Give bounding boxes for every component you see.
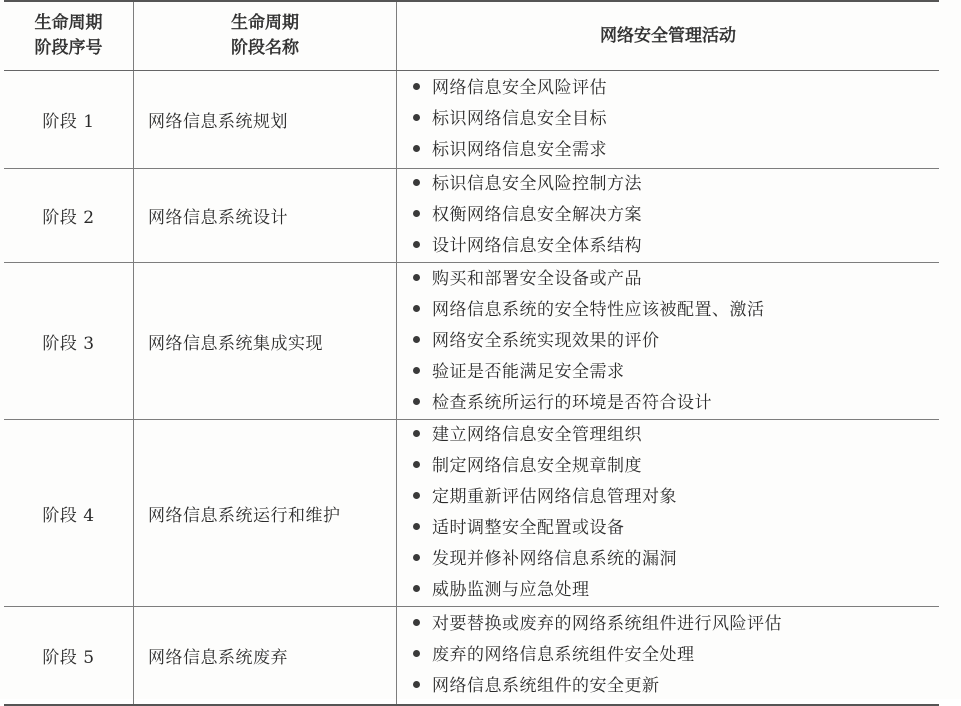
bullet-icon bbox=[413, 619, 420, 626]
stage-number-cell: 阶段 2 bbox=[4, 169, 134, 263]
bullet-icon bbox=[413, 585, 420, 592]
activity-list bbox=[413, 73, 939, 166]
activity-text: 定期重新评估网络信息管理对象 bbox=[432, 487, 677, 507]
activity-text: 网络安全系统实现效果的评价 bbox=[432, 330, 660, 351]
list-item bbox=[413, 513, 939, 544]
stage-name-cell: 网络信息系统废弃 bbox=[134, 607, 397, 706]
activity-text: 标识网络信息安全需求 bbox=[432, 140, 607, 160]
activity-text: 网络信息系统的安全特性应该被配置、激活 bbox=[432, 299, 765, 320]
stage-name-cell: 网络信息系统运行和维护 bbox=[134, 420, 397, 607]
activities-cell bbox=[397, 71, 940, 169]
bullet-icon bbox=[413, 554, 420, 561]
header-line: 生命周期 bbox=[34, 13, 103, 33]
table-header-row bbox=[4, 1, 939, 71]
bullet-icon bbox=[413, 241, 420, 248]
list-item bbox=[413, 264, 939, 295]
activity-text: 适时调整安全配置或设备 bbox=[432, 518, 625, 538]
activity-list bbox=[413, 264, 939, 419]
header-line: 阶段序号 bbox=[34, 38, 103, 58]
list-item bbox=[413, 544, 939, 575]
activity-text: 设计网络信息安全体系结构 bbox=[432, 236, 642, 256]
activity-list bbox=[413, 169, 939, 262]
list-item bbox=[413, 169, 939, 200]
list-item bbox=[413, 135, 939, 166]
list-item bbox=[413, 451, 939, 482]
activity-list bbox=[413, 420, 939, 606]
bullet-icon bbox=[413, 650, 420, 657]
header-activities: 网络安全管理活动 bbox=[397, 1, 940, 71]
activity-list bbox=[413, 609, 939, 702]
activity-text: 制定网络信息安全规章制度 bbox=[432, 456, 642, 476]
header-line: 生命周期 bbox=[231, 13, 299, 33]
bullet-icon bbox=[413, 398, 420, 405]
list-item bbox=[413, 482, 939, 513]
header-stage-name bbox=[134, 1, 397, 71]
list-item bbox=[413, 420, 939, 451]
bullet-icon bbox=[413, 274, 420, 281]
activity-text: 标识信息安全风险控制方法 bbox=[432, 174, 642, 194]
list-item bbox=[413, 73, 939, 104]
list-item bbox=[413, 295, 939, 326]
activity-text: 废弃的网络信息系统组件安全处理 bbox=[432, 645, 695, 665]
list-item bbox=[413, 231, 939, 262]
list-item bbox=[413, 200, 939, 231]
activity-text: 检查系统所运行的环境是否符合设计 bbox=[432, 392, 712, 413]
activity-text: 对要替换或废弃的网络系统组件进行风险评估 bbox=[432, 614, 782, 634]
activity-text: 网络信息系统组件的安全更新 bbox=[432, 676, 660, 696]
bullet-icon bbox=[413, 336, 420, 343]
list-item bbox=[413, 326, 939, 357]
list-item bbox=[413, 357, 939, 388]
activity-text: 网络信息安全风险评估 bbox=[432, 78, 607, 98]
bullet-icon bbox=[413, 145, 420, 152]
bullet-icon bbox=[413, 114, 420, 121]
header-line: 阶段名称 bbox=[231, 38, 299, 58]
activities-cell bbox=[397, 607, 940, 706]
header-stage-number bbox=[4, 1, 134, 71]
stage-name-cell: 网络信息系统规划 bbox=[134, 71, 397, 169]
activity-text: 权衡网络信息安全解决方案 bbox=[432, 205, 642, 225]
list-item bbox=[413, 104, 939, 135]
bullet-icon bbox=[413, 305, 420, 312]
activity-text: 威胁监测与应急处理 bbox=[432, 580, 590, 600]
activity-text: 发现并修补网络信息系统的漏洞 bbox=[432, 549, 677, 569]
list-item bbox=[413, 640, 939, 671]
list-item bbox=[413, 388, 939, 419]
activity-text: 验证是否能满足安全需求 bbox=[432, 361, 625, 382]
bullet-icon bbox=[413, 83, 420, 90]
bullet-icon bbox=[413, 367, 420, 374]
bullet-icon bbox=[413, 523, 420, 530]
stage-number-cell: 阶段 4 bbox=[4, 420, 134, 607]
list-item bbox=[413, 671, 939, 702]
activity-text: 标识网络信息安全目标 bbox=[432, 109, 607, 129]
bullet-icon bbox=[413, 210, 420, 217]
stage-name-cell: 网络信息系统集成实现 bbox=[134, 263, 397, 420]
activities-cell bbox=[397, 169, 940, 263]
table-row bbox=[4, 71, 939, 169]
bullet-icon bbox=[413, 179, 420, 186]
activities-cell bbox=[397, 420, 940, 607]
table-row bbox=[4, 607, 939, 706]
list-item bbox=[413, 609, 939, 640]
stage-number-cell: 阶段 1 bbox=[4, 71, 134, 169]
stage-number-cell: 阶段 5 bbox=[4, 607, 134, 706]
bullet-icon bbox=[413, 430, 420, 437]
table-row bbox=[4, 420, 939, 607]
stage-name-cell: 网络信息系统设计 bbox=[134, 169, 397, 263]
activities-cell bbox=[397, 263, 940, 420]
lifecycle-security-table bbox=[4, 0, 939, 706]
bullet-icon bbox=[413, 492, 420, 499]
table-row bbox=[4, 263, 939, 420]
activity-text: 购买和部署安全设备或产品 bbox=[432, 268, 642, 289]
list-item bbox=[413, 575, 939, 606]
bullet-icon bbox=[413, 461, 420, 468]
activity-text: 建立网络信息安全管理组织 bbox=[432, 425, 642, 445]
table-row bbox=[4, 169, 939, 263]
stage-number-cell: 阶段 3 bbox=[4, 263, 134, 420]
bullet-icon bbox=[413, 681, 420, 688]
